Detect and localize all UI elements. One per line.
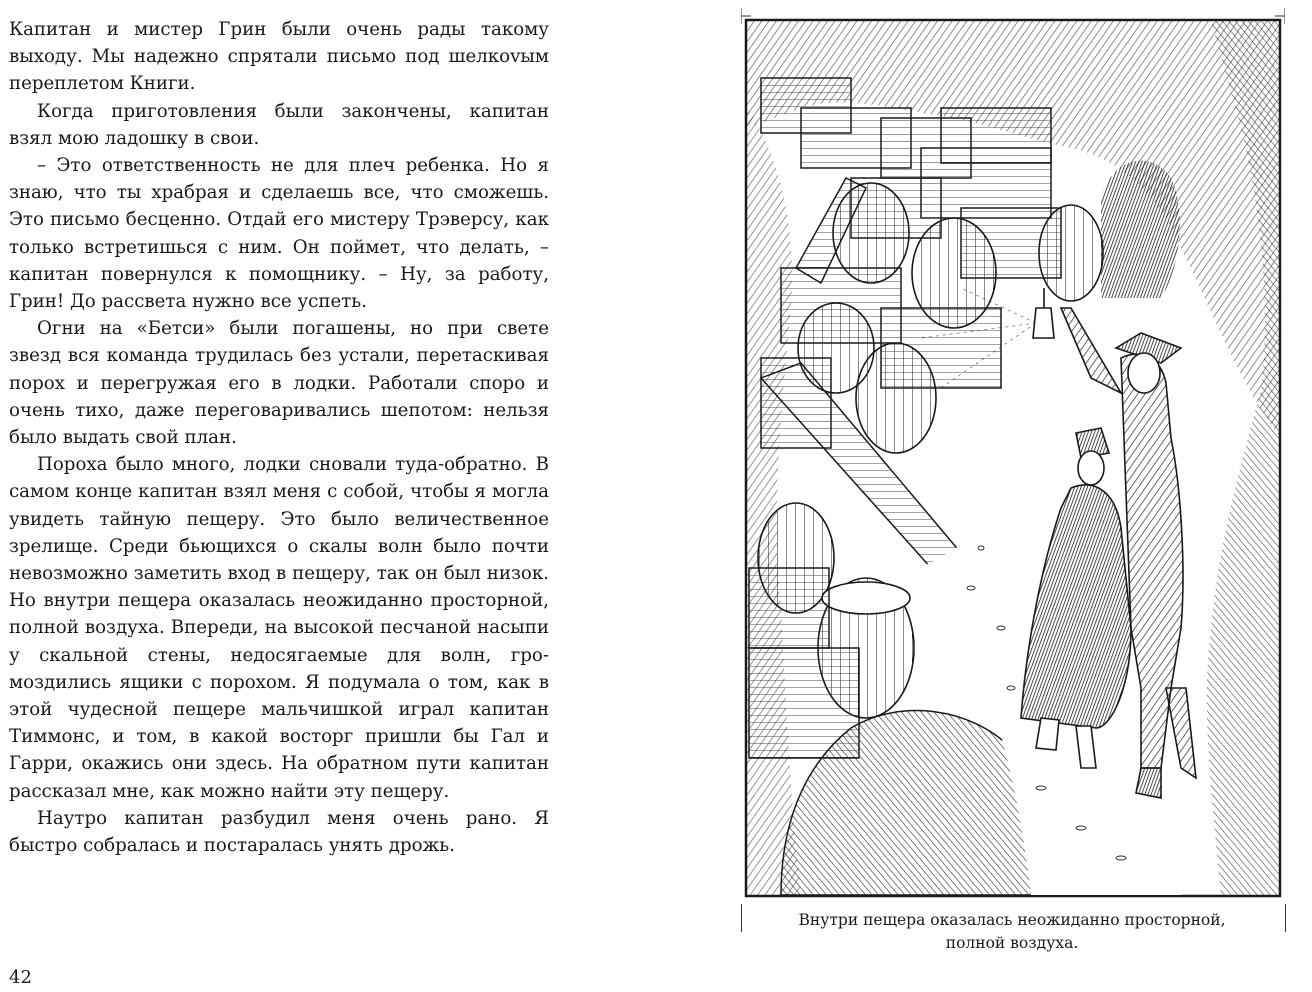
paragraph: Капитан и мистер Грин были очень рады такому выходу. Мы надежно спрятали письмо под шелкоvым переплетом Книги.: [9, 19, 549, 95]
paragraph: Наутро капитан разбудил меня очень рано. Я быстро собралась и постаралась унять дрожь.: [9, 807, 549, 857]
page-number: 42: [9, 967, 32, 988]
caption-line-2: полной воздуха.: [945, 934, 1079, 952]
paragraph: – Это ответственность не для плеч ребенка. Но я знаю, что ты храбрая и сделаешь все, что сможешь. Это письмо бесценно. Отдай его мистеру Трэверсу, как только встретишься с ним. Он поймет, что делать, – капитан повернулся к помощнику. – Ну, за работу, Грин! До рассвета нужно все успеть.: [9, 155, 549, 313]
caption-bracket-left: [741, 904, 750, 932]
paragraph: Огни на «Бетси» были погашены, но при свете звезд вся команда трудилась без устали, перетаскивая порох и перегружая его в лодки. Работали споро и очень тихо, даже переговаривались шепотом: нельзя было выдать свой план.: [9, 318, 549, 449]
left-page-text: [9, 16, 549, 859]
paragraph: Когда приготовления были закончены, капитан взял мою ладошку в свои.: [9, 100, 549, 149]
illustration-caption: [752, 909, 1272, 955]
caption-bracket-right: [1277, 904, 1286, 932]
cave-illustration: [741, 8, 1285, 901]
paragraph: Пороха было много, лодки сновали туда-обратно. В самом конце капитан взял меня с собой, чтобы я могла увидеть тайную пещеру. Это было величественное зрелище. Среди бьющихся о скалы волн было почти невозможно заметить вход в пещеру, так он был низок. Но внутри пещера оказалась неожиданно просторной, полной воздуха. Впереди, на высокой песчаной насыпи у скальной стены, недосягаемые для волн, громоздились ящики с порохом. Я подумала о том, как в этой чудесной пещере мальчишкой играл капитан Тиммонс, и том, в какой восторг пришли бы Гал и Гарри, окажись они здесь. На обратном пути капитан рассказал мне, как можно найти эту пещеру.: [9, 454, 549, 802]
caption-line-1: Внутри пещера оказалась неожиданно просторной,: [798, 911, 1226, 929]
